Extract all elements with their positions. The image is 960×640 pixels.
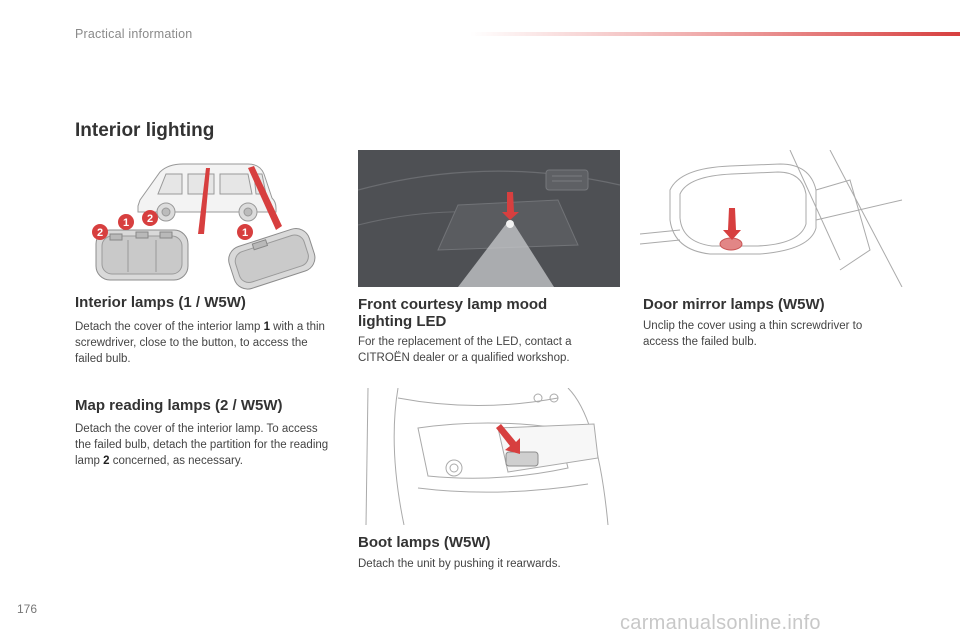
- callout-2-left: 2: [96, 227, 104, 239]
- interior-lamps-illustration: [88, 150, 328, 290]
- front-courtesy-heading-line2: lighting LED: [358, 313, 447, 330]
- front-courtesy-lamp-illustration: [358, 150, 620, 287]
- callout-1-right: 1: [241, 227, 249, 239]
- header-section-label: Practical information: [75, 27, 193, 41]
- front-courtesy-heading-line1: Front courtesy lamp mood: [358, 296, 548, 313]
- interior-lamps-text-b: with a thin screwdriver, close to the button, to access the failed bulb.: [75, 321, 325, 365]
- callout-2-right: 2: [146, 213, 154, 225]
- interior-lamps-text: [75, 319, 335, 367]
- watermark: carmanualsonline.info: [620, 612, 821, 634]
- front-courtesy-text: For the replacement of the LED, contact a CITROËN dealer or a qualified workshop.: [358, 336, 572, 364]
- header-accent-bar: [470, 32, 960, 36]
- map-reading-heading: Map reading lamps (2 / W5W): [75, 397, 283, 414]
- map-reading-text: [75, 421, 330, 469]
- map-reading-text-bold: 2: [103, 455, 110, 467]
- boot-lamp-illustration: [358, 388, 620, 525]
- door-mirror-illustration: [640, 150, 905, 287]
- front-courtesy-heading: [358, 296, 547, 330]
- page-number: 176: [17, 602, 38, 616]
- interior-lamps-heading: Interior lamps (1 / W5W): [75, 294, 246, 311]
- interior-lamps-text-bold: 1: [263, 321, 270, 333]
- map-reading-text-b: concerned, as necessary.: [109, 455, 243, 467]
- boot-lamps-text: Detach the unit by pushing it rearwards.: [358, 558, 561, 570]
- callout-1-left: 1: [122, 217, 130, 229]
- map-reading-text-a: Detach the cover of the interior lamp. To access the failed bulb, detach the partition for the reading lamp: [75, 423, 329, 467]
- door-mirror-heading: Door mirror lamps (W5W): [643, 296, 825, 313]
- boot-lamps-heading: Boot lamps (W5W): [358, 534, 491, 551]
- page-title: Interior lighting: [75, 120, 215, 141]
- interior-lamps-text-a: Detach the cover of the interior lamp: [75, 321, 264, 333]
- door-mirror-text: Unclip the cover using a thin screwdriver to access the failed bulb.: [643, 320, 863, 348]
